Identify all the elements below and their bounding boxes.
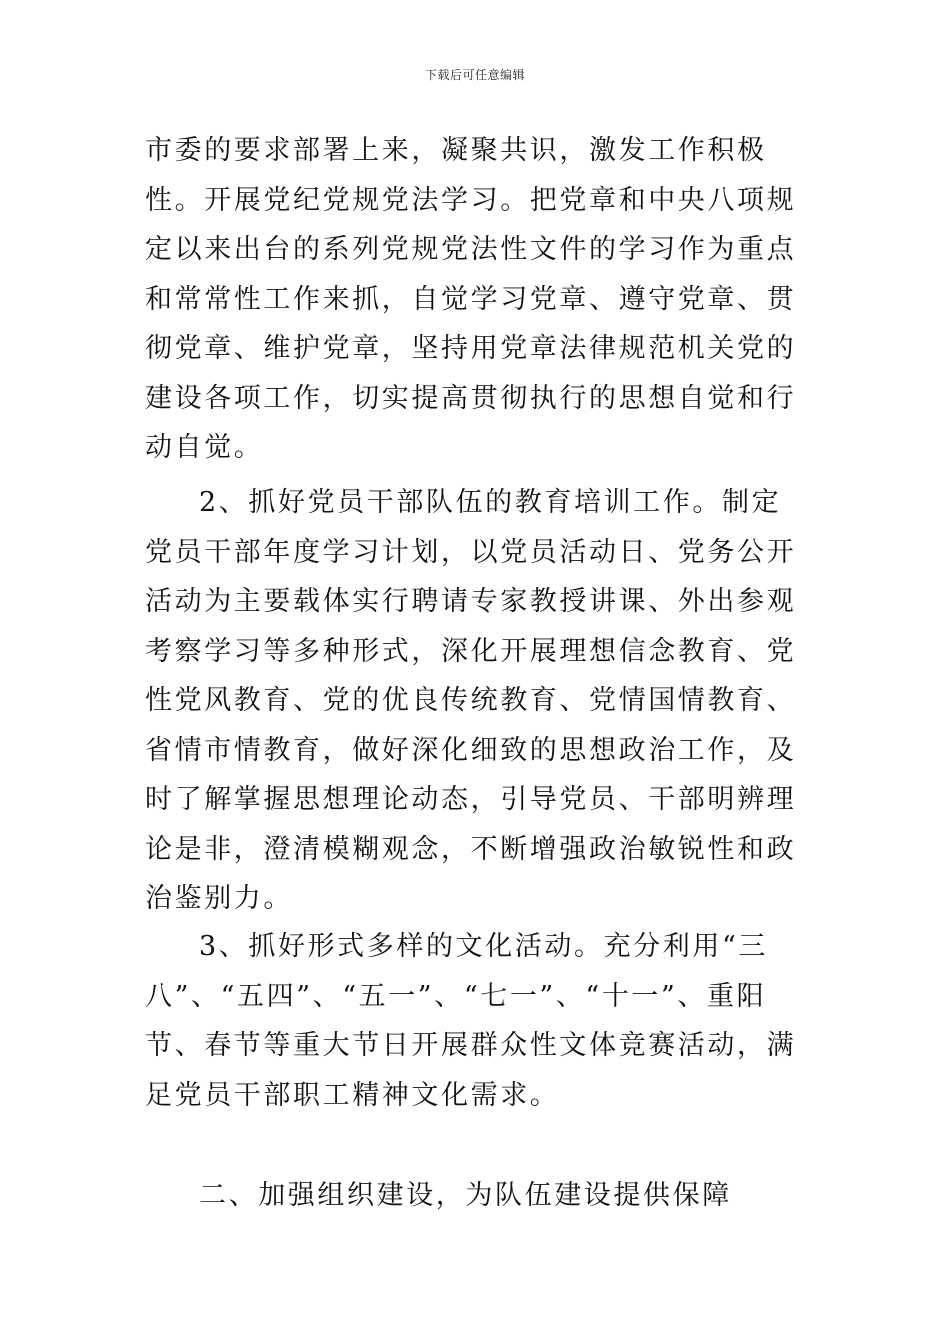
section-heading: 二、加强组织建设，为队伍建设提供保障 bbox=[199, 1180, 732, 1211]
page-header: 下载后可任意编辑 bbox=[424, 68, 525, 82]
paragraph-party-regulations: 市委的要求部署上来，凝聚共识，激发工作积极性。开展党纪党规党法学习。把党章和中央八项规定以来出台的系列党规党法性文件的学习作为重点和常常性工作来抓，自觉学习党章、遵守党章、贯彻党章、维护党章，坚持用党章法律规范机关党的建设各项工作，切实提高贯彻执行的思想自觉和行动自觉。 bbox=[145, 135, 797, 463]
paragraph-education-training: 2、抓好党员干部队伍的教育培训工作。制定党员干部年度学习计划，以党员活动日、党务公开活动为主要载体实行聘请专家教授讲课、外出参观考察学习等多种形式，深化开展理想信念教育、党性党风教育、党的优良传统教育、党情国情教育、省情市情教育，做好深化细致的思想政治工作，及时了解掌握思想理论动态，引导党员、干部明辨理论是非，澄清模糊观念，不断增强政治敏锐性和政治鉴别力。 bbox=[145, 487, 797, 914]
paragraph-cultural-activities: 3、抓好形式多样的文化活动。充分利用“三八”、“五四”、“五一”、“七一”、“十一”、重阳节、春节等重大节日开展群众性文体竞赛活动，满足党员干部职工精神文化需求。 bbox=[145, 931, 797, 1111]
